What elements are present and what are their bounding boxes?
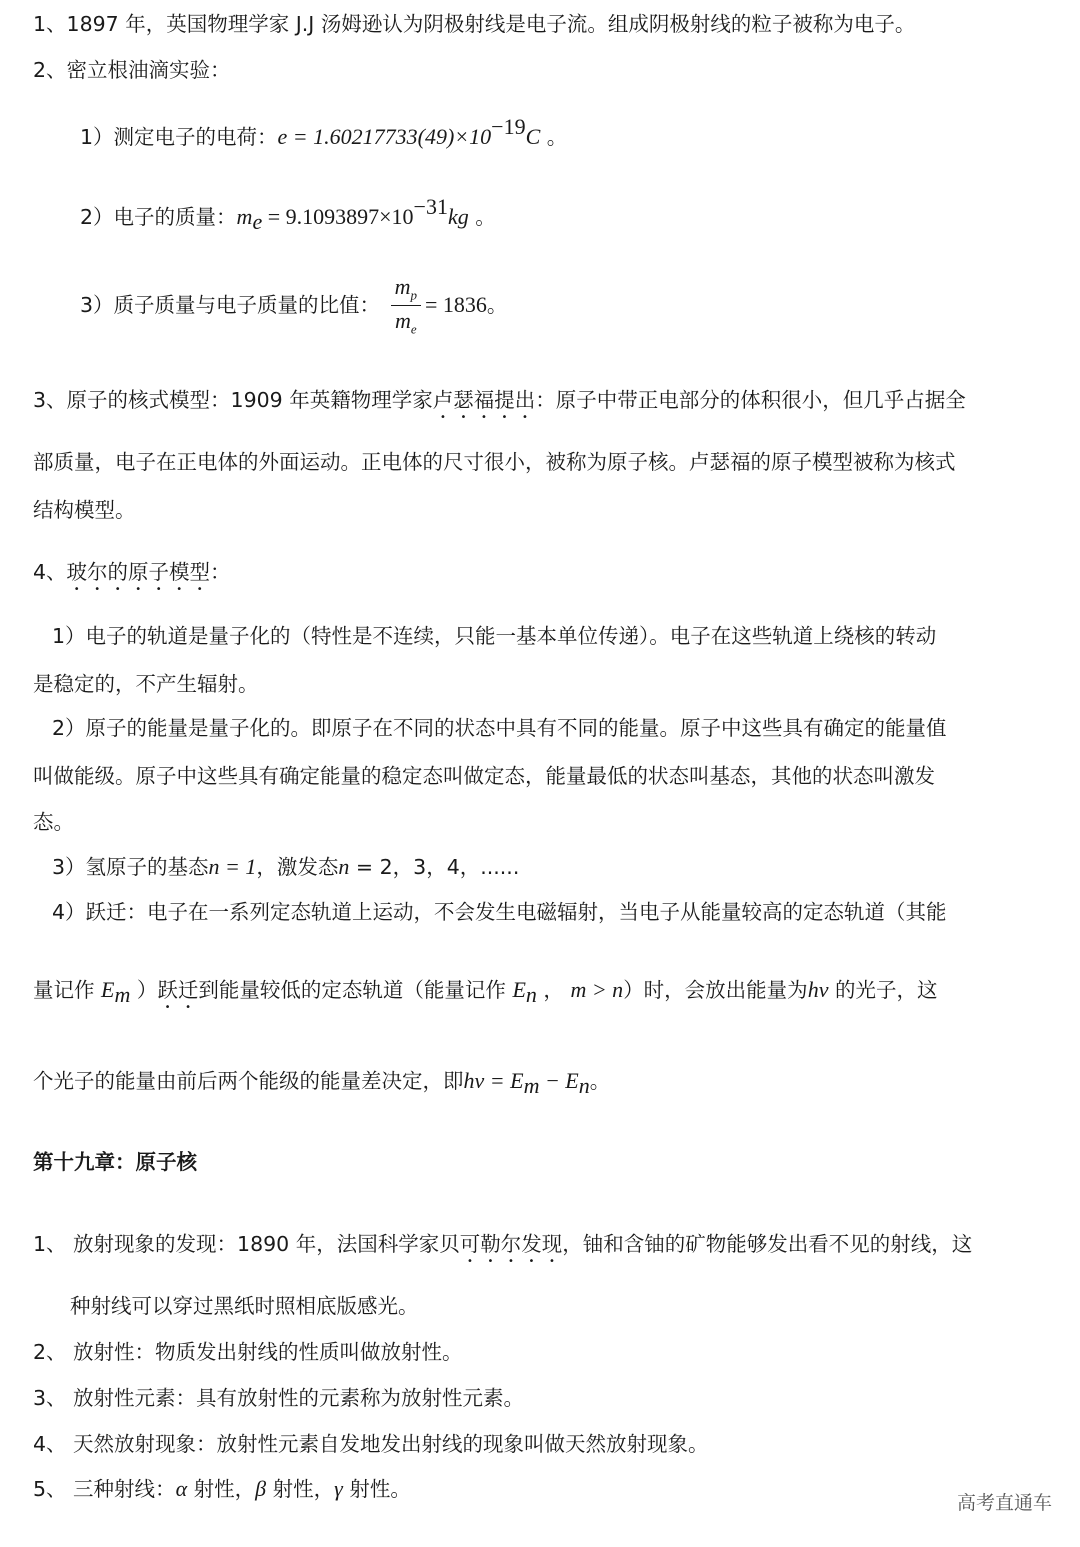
watermark-text: 高考直通车 [956,1492,1052,1514]
line-transition: 量记作 $E_m$ ）跃迁到能量较低的定态轨道（能量记作 $E_n$ ， m > n）时，会放出能量为hν 的光子，这 [33,977,938,1008]
line-bohr-1: 1）电子的轨道是量子化的（特性是不连续，只能一基本单位传递）。电子在这些轨道上绕核的转动 [52,624,937,648]
emphasis-transition: 跃迁 [157,978,199,1002]
electron-mass-label: 2）电子的质量： [80,204,237,229]
line-bohr-2: 2）原子的能量是量子化的。即原子在不同的状态中具有不同的能量。原子中这些具有确定的能量值 [52,716,947,740]
line-rutherford-end: 结构模型。 [33,498,136,522]
emphasis-becquerel: 可勒尔发现 [459,1232,563,1256]
line-bohr-model: 4、玻尔的原子模型： [33,560,231,584]
mass-ratio-fraction: $\frac{m_p}{m_e}$ [391,276,421,336]
line-radioactive-element: 3、 放射性元素：具有放射性的元素称为放射性元素。 [33,1386,525,1410]
line-rutherford-cont: 部质量，电子在正电体的外面运动。正电体的尺寸很小，被称为原子核。卢瑟福的原子模型被称为核式 [33,450,956,474]
line-electron-charge: 1）测定电子的电荷：$e = 1.60217733(49)\times 10^{-19}C$ 。 [80,114,568,149]
electron-charge-label: 1）测定电子的电荷： [80,124,278,149]
electron-charge-formula: e = 1.60217733(49)×10 [277,123,492,149]
line-bohr-2-cont: 叫做能级。原子中这些具有确定能量的稳定态叫做定态，能量最低的状态叫基态，其他的状态叫激发 [33,764,935,788]
line-bohr-1-cont: 是稳定的，不产生辐射。 [33,672,259,696]
line-bohr-3: 3）氢原子的基态n = 1，激发态n = 2，3，4，...... [52,854,520,879]
line-natural-radioactivity: 4、 天然放射现象：放射性元素自发地发出射线的现象叫做天然放射现象。 [33,1432,709,1456]
line-mass-ratio: 3）质子质量与电子质量的比值： $\frac{m_p}{m_e}$ = 1836。 [80,274,508,337]
line-rutherford-model: 3、原子的核式模型：1909 年英籍物理学家卢瑟福提出：原子中带正电部分的体积很小，但几乎占据全 [33,388,966,412]
emphasis-bohr: 玻尔的原子模型 [66,560,211,584]
emphasis-rutherford: 卢瑟福提出 [432,388,536,412]
mass-ratio-label: 3）质子质量与电子质量的比值： [80,292,381,317]
line-radioactivity-discovery: 1、 放射现象的发现：1890 年，法国科学家贝可勒尔发现，铀和含铀的矿物能够发出看不见的射线，这 [33,1232,973,1256]
electron-mass-formula: = 9.1093897×10 [262,203,414,229]
line-bohr-2-end: 态。 [33,810,74,834]
line-millikan: 2、密立根油滴实验： [33,58,231,82]
line-jj-thomson: 1、1897 年，英国物理学家 J.J 汤姆逊认为阴极射线是电子流。组成阴极射线的粒子被称为电子。 [33,12,916,36]
line-radioactivity-cont: 种射线可以穿过黑纸时照相底版感光。 [70,1294,419,1318]
chapter-heading: 第十九章：原子核 [33,1150,197,1174]
line-three-rays: 5、 三种射线：α 射性，β 射性，γ 射性。 [33,1476,411,1501]
line-photon-energy: 个光子的能量由前后两个能级的能量差决定，即$h\nu = E_m - E_n$。 [33,1068,611,1099]
line-electron-mass: 2）电子的质量：$m_e = 9.1093897\times 10^{-31}kg$ 。 [80,194,496,234]
line-radioactivity-def: 2、 放射性：物质发出射线的性质叫做放射性。 [33,1340,463,1364]
line-bohr-4: 4）跃迁：电子在一系列定态轨道上运动，不会发生电磁辐射，当电子从能量较高的定态轨道（其能 [52,900,947,924]
